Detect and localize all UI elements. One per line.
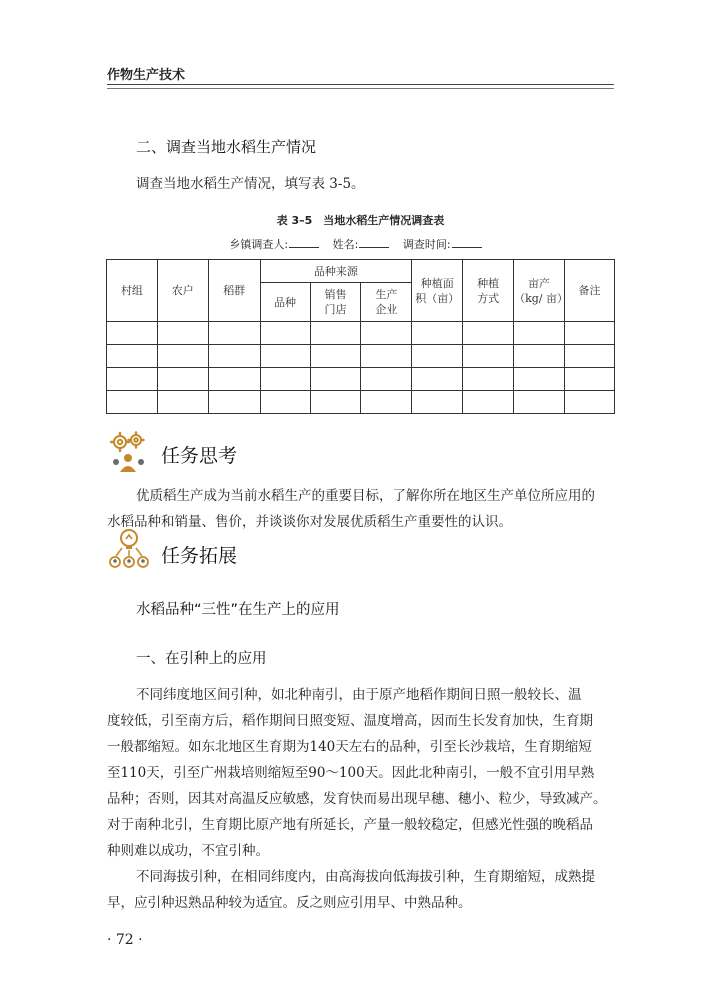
p1-line-1: 不同纬度地区间引种，如北种南引，由于原产地稻作期间日照一般较长、温 <box>136 687 582 703</box>
p1-line-5: 品种；否则，因其对高温反应敏感，发育快而易出现早穗、穗小、粒少，导致减产。 <box>107 791 607 807</box>
th-village: 村组 <box>107 260 158 322</box>
p1-line-3: 一般都缩短。如东北地区生育期为140天左右的品种，引至长沙栽培，生育期缩短 <box>107 739 592 755</box>
p1-line-2: 度较低，引至南方后，稻作期间日照变短、温度增高，因而生长发育加快，生育期 <box>107 713 593 729</box>
th-area: 种植面 积（亩） <box>412 260 463 322</box>
table-caption: 表 3–5 当地水稻生产情况调查表 <box>276 214 445 227</box>
th-shop: 销售 门店 <box>310 283 361 322</box>
surveyor-blank <box>289 237 319 248</box>
p1-line-7: 种则难以成功，不宜引种。 <box>107 843 269 859</box>
th-variety: 品种 <box>260 283 310 322</box>
th-producer: 生产 企业 <box>361 283 412 322</box>
section-heading-introduction: 一、在引种上的应用 <box>136 651 267 667</box>
table-meta <box>0 236 721 252</box>
thinking-line-1: 优质稻生产成为当前水稻生产的重要目标，了解你所在地区生产单位所应用的 <box>136 488 595 504</box>
name-blank <box>359 237 389 248</box>
gears-person-icon <box>106 428 152 474</box>
lightbulb-people-icon <box>106 526 152 572</box>
th-yield: 亩产 （kg/ 亩） <box>514 260 565 322</box>
task-extension-title: 任务拓展 <box>161 545 238 567</box>
th-note: 备注 <box>565 260 615 322</box>
page-number: · 72 · <box>107 932 143 948</box>
task-thinking-title: 任务思考 <box>161 445 238 467</box>
table-row <box>107 322 615 345</box>
thinking-line-2: 水稻品种和销量、售价，并谈谈你对发展优质稻生产重要性的认识。 <box>107 514 512 530</box>
running-header: 作物生产技术 <box>107 68 186 83</box>
th-population: 稻群 <box>208 260 260 322</box>
survey-table <box>106 259 615 414</box>
header-rule-thin <box>107 88 614 89</box>
p1-line-6: 对于南种北引，生育期比原产地有所延长，产量一般较稳定，但感光性强的晚稻品 <box>107 817 593 833</box>
th-variety-source: 品种来源 <box>260 260 412 283</box>
header-rule-thick <box>107 84 614 85</box>
time-blank <box>452 237 482 248</box>
section-heading-survey: 二、调查当地水稻生产情况 <box>136 138 317 156</box>
th-household: 农户 <box>157 260 208 322</box>
th-method: 种植 方式 <box>463 260 514 322</box>
table-row <box>107 391 615 414</box>
name-label: 姓名: <box>332 238 359 251</box>
p2-line-1: 不同海拔引种，在相同纬度内，由高海拔向低海拔引种，生育期缩短，成熟提 <box>136 869 595 885</box>
extension-subtitle: 水稻品种“三性”在生产上的应用 <box>136 602 340 618</box>
table-row <box>107 368 615 391</box>
p2-line-2: 早，应引种迟熟品种较为适宜。反之则应引用早、中熟品种。 <box>107 895 472 911</box>
time-label: 调查时间: <box>402 238 451 251</box>
table-row <box>107 345 615 368</box>
survey-intro: 调查当地水稻生产情况，填写表 3-5。 <box>136 176 365 192</box>
p1-line-4: 至110天，引至广州栽培则缩短至90～100天。因此北种南引，一般不宜引用早熟 <box>107 765 595 781</box>
surveyor-label: 乡镇调查人: <box>229 238 289 251</box>
